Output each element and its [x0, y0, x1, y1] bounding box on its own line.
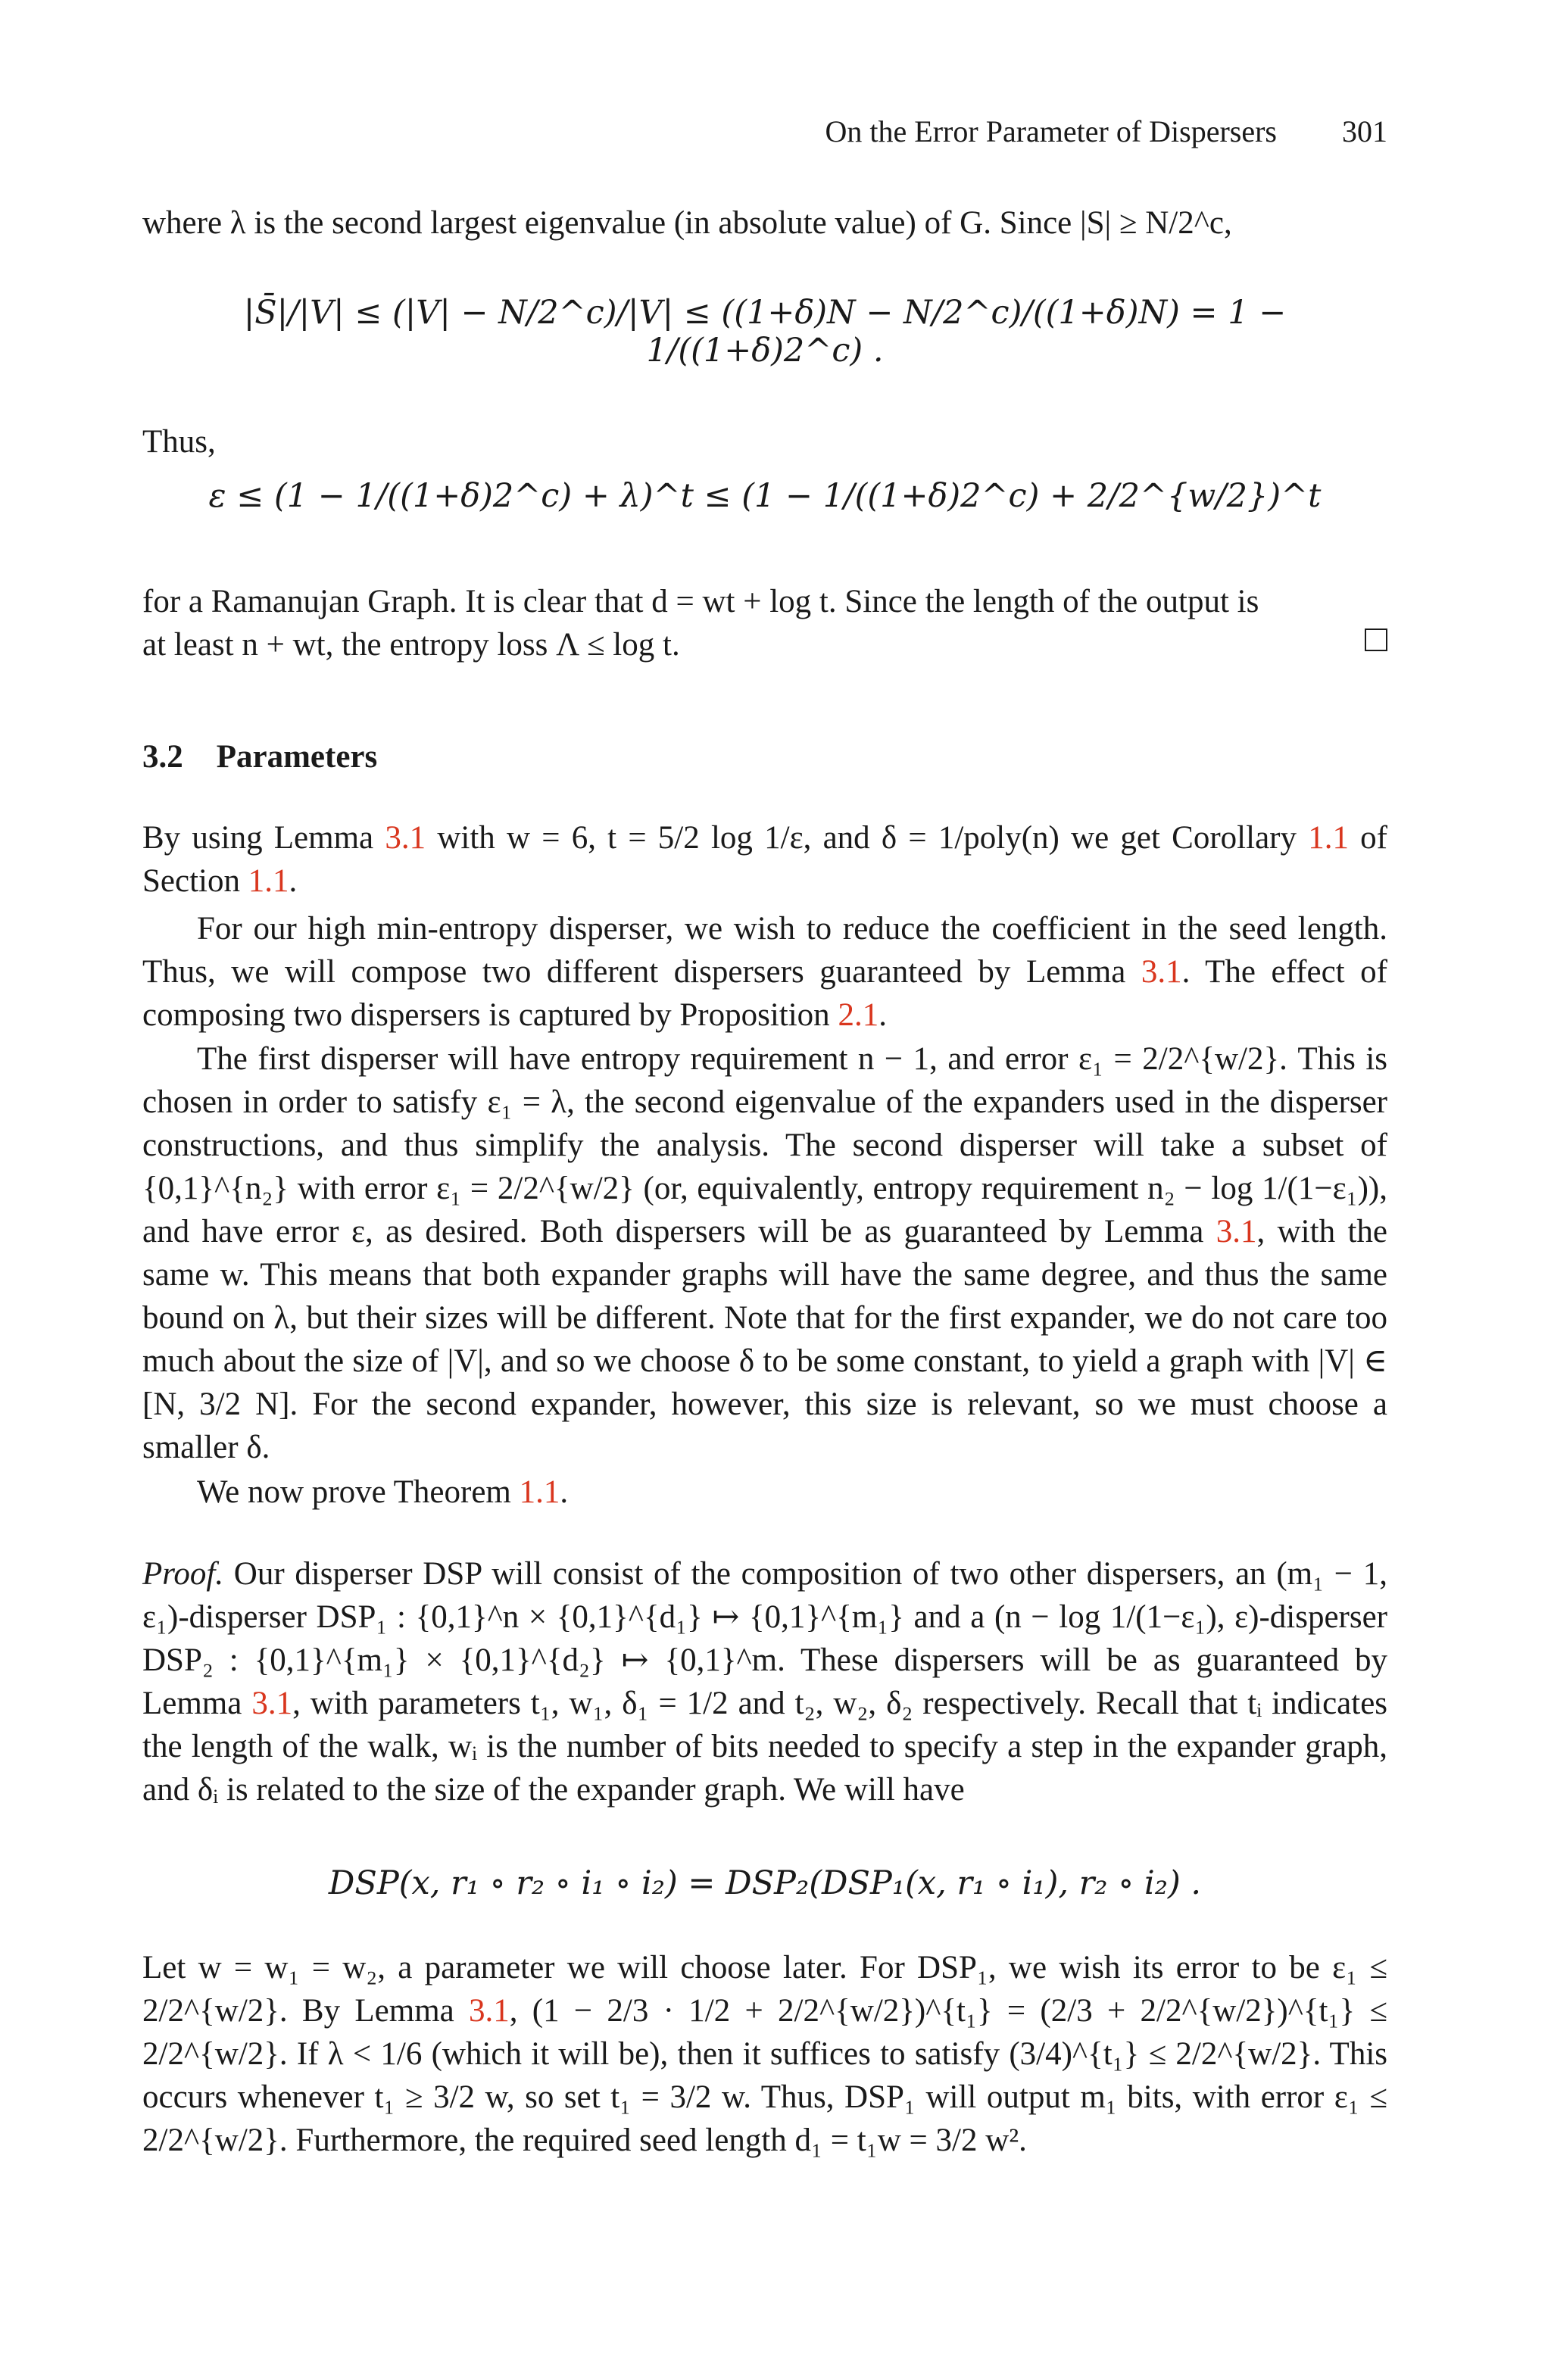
intro-paragraph: where λ is the second largest eigenvalue (in absolute value) of G. Since |S| ≥ N/2^c, — [142, 205, 1232, 241]
lemma-text-end: . — [289, 863, 298, 899]
lemma-paragraph — [142, 816, 1387, 903]
equation-dsp-text: DSP(x, r₁ ∘ r₂ ∘ i₁ ∘ i₂) = DSP₂(DSP₁(x, r₁ ∘ i₁), r₂ ∘ i₂) . — [328, 1864, 1202, 1902]
final-paragraph — [142, 1946, 1387, 2162]
section-number: 3.2 — [142, 739, 183, 775]
ref-section-link[interactable]: 1.1 — [248, 863, 289, 899]
prove-text-b: . — [560, 1474, 569, 1510]
prove-text-a: We now prove Theorem — [197, 1474, 511, 1510]
page-number: 301 — [1342, 114, 1387, 148]
first-text-b: , with the same w. This means that both expander graphs will have the same degree, and thus the same bound on λ, but their sizes will be different. Note that for the first expander, we do not care too much about the size of |V|, and so we choose δ to be some constant, to yield a graph with |V| ∈ [N, 3/2 N]. For the second expander, however, this size is relevant, so we must choose a smaller δ. — [142, 1214, 1388, 1465]
ref-lemma-link[interactable]: 3.1 — [1141, 954, 1182, 990]
ref-lemma-link[interactable]: 3.1 — [1216, 1214, 1257, 1249]
first-disperser-paragraph — [142, 1037, 1387, 1469]
ramanujan-paragraph — [142, 580, 1387, 666]
running-header — [825, 114, 1387, 149]
equation-epsilon-bound — [142, 477, 1387, 515]
prove-paragraph — [142, 1471, 1387, 1514]
proof-text-a: Our disperser DSP will consist of the composition of two other dispersers, an (m₁ − 1, ε₁)-disperser DSP₁ : {0,1}^n × {0,1}^{d₁} ↦ {0,1}^{m₁} and a (n − log 1/(1−ε₁), ε)-disperser DSP₂ : {0,1}^{m₁} × {0,1}^{d₂} ↦ {0,1}^m. These dispersers will be as guaranteed by Lemma — [142, 1556, 1387, 1721]
running-title: On the Error Parameter of Dispersers — [825, 114, 1277, 148]
proof-text-b: , with parameters t₁, w₁, δ₁ = 1/2 and t₂, w₂, δ₂ respectively. Recall that tᵢ indicates the length of the walk, wᵢ is the number of bits needed to specify a step in the expander graph, and δᵢ is related to the size of the expander graph. We will have — [142, 1686, 1388, 1808]
section-title: Parameters — [216, 739, 378, 775]
final-text-a: Let w = w₁ = w₂, a parameter we will choose later. For DSP₁, we wish its error to be ε₁ ≤ 2/2^{w/2}. By Lemma — [142, 1950, 1387, 2029]
equation-ratio — [142, 294, 1387, 370]
ramanujan-line-1: for a Ramanujan Graph. It is clear that d = wt + log t. Since the length of the output is — [142, 584, 1259, 619]
ref-lemma-link[interactable]: 3.1 — [469, 1993, 510, 2029]
ref-theorem-link[interactable]: 1.1 — [519, 1474, 560, 1510]
ref-corollary-link[interactable]: 1.1 — [1308, 820, 1349, 856]
ref-proposition-link[interactable]: 2.1 — [838, 997, 879, 1033]
compose-text-a: For our high min-entropy disperser, we wish to reduce the coefficient in the seed length. Thus, we will compose two different dispersers guaranteed by Lemma — [142, 911, 1387, 990]
lemma-text-post: of Section — [142, 820, 1387, 899]
first-text-a: The first disperser will have entropy requirement n − 1, and error ε₁ = 2/2^{w/2}. This is chosen in order to satisfy ε₁ = λ, the second eigenvalue of the expanders used in the disperser constructions, and thus simplify the analysis. The second disperser will take a subset of {0,1}^{n₂} with error ε₁ = 2/2^{w/2} (or, equivalently, entropy requirement n₂ − log 1/(1−ε₁)), and have error ε, as desired. Both dispersers will be as guaranteed by Lemma — [142, 1041, 1387, 1249]
ramanujan-line-2: at least n + wt, the entropy loss Λ ≤ log t. — [142, 627, 680, 663]
compose-text-c: . — [878, 997, 887, 1033]
compose-paragraph — [142, 907, 1387, 1037]
lemma-text-mid: with w = 6, t = 5/2 log 1/ε, and δ = 1/poly(n) we get Corollary — [437, 820, 1297, 856]
proof-label: Proof. — [142, 1556, 224, 1592]
equation-epsilon-text: ε ≤ (1 − 1/((1+δ)2^c) + λ)^t ≤ (1 − 1/((1+δ)2^c) + 2/2^{w/2})^t — [208, 477, 1322, 515]
lemma-text-pre: By using Lemma — [142, 820, 374, 856]
ref-lemma-link[interactable]: 3.1 — [385, 820, 426, 856]
ref-lemma-link[interactable]: 3.1 — [251, 1686, 293, 1721]
qed-box-icon — [1365, 629, 1387, 651]
equation-dsp-composition — [142, 1864, 1387, 1902]
thus-label: Thus, — [142, 424, 216, 460]
compose-text-b: . The effect of composing two dispersers is captured by Proposition — [142, 954, 1387, 1033]
paper-page — [142, 0, 1387, 2380]
proof-paragraph — [142, 1552, 1387, 1811]
final-text-b: , (1 − 2/3 · 1/2 + 2/2^{w/2})^{t₁} = (2/3 + 2/2^{w/2})^{t₁} ≤ 2/2^{w/2}. If λ < 1/6 (which it will be), then it suffices to satisfy (3/4)^{t₁} ≤ 2/2^{w/2}. This occurs whenever t₁ ≥ 3/2 w, so set t₁ = 3/2 w. Thus, DSP₁ will output m₁ bits, with error ε₁ ≤ 2/2^{w/2}. Furthermore, the required seed length d₁ = t₁w = 3/2 w². — [142, 1993, 1387, 2158]
section-heading — [142, 738, 377, 775]
equation-ratio-text: |S̄|/|V| ≤ (|V| − N/2^c)/|V| ≤ ((1+δ)N − N/2^c)/((1+δ)N) = 1 − 1/((1+δ)2^c) . — [243, 294, 1287, 370]
